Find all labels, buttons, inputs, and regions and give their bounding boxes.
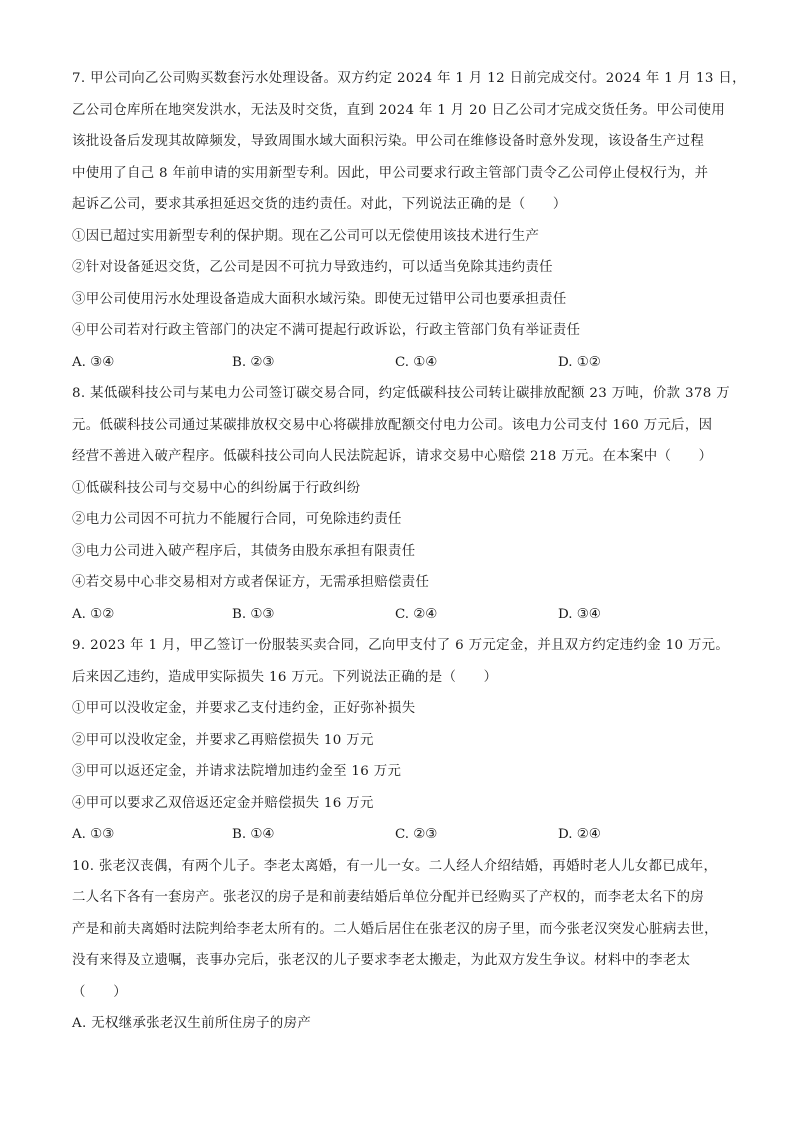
question-7-option-b: B. ②③	[232, 354, 275, 370]
question-7-stem-line-4: 中使用了自己 8 年前申请的实用新型专利。因此，甲公司要求行政主管部门责令乙公司停止侵权行为，并	[72, 165, 709, 181]
question-8-stem-line-3: 经营不善进入破产程序。低碳科技公司向人民法院起诉，请求交易中心赔偿 218 万元。在本案中（ ）	[72, 449, 713, 464]
question-8-option-c: C. ②④	[395, 606, 438, 622]
question-7-statement-4: ④甲公司若对行政主管部门的决定不满可提起行政诉讼，行政主管部门负有举证责任	[72, 323, 581, 338]
question-8-statement-1: ①低碳科技公司与交易中心的纠纷属于行政纠纷	[72, 480, 361, 496]
question-8-options	[72, 599, 722, 631]
question-10	[72, 851, 722, 1040]
question-10-stem-line-2: 二人名下各有一套房产。张老汉的房子是和前妻结婚后单位分配并已经购买了产权的，而李老太名下的房	[72, 890, 705, 905]
question-9-option-b: B. ①④	[232, 827, 275, 842]
question-7-option-a: A. ③④	[72, 354, 115, 370]
question-7-option-d: D. ①②	[558, 354, 601, 370]
question-9-option-a: A. ①③	[72, 827, 115, 842]
question-7-stem-line-5: 起诉乙公司，要求其承担延迟交货的违约责任。对此，下列说法正确的是（ ）	[72, 197, 567, 212]
question-9-statement-3: ③甲可以返还定金，并请求法院增加违约金至 16 万元	[72, 764, 402, 779]
question-9-statement-2: ②甲可以没收定金，并要求乙再赔偿损失 10 万元	[72, 732, 374, 748]
question-7-stem-line-2: 乙公司仓库所在地突发洪水，无法及时交货，直到 2024 年 1 月 20 日乙公司才完成交货任务。甲公司使用	[72, 102, 726, 118]
question-7-stem-line-3: 该批设备后发现其故障频发，导致周围水域大面积污染。甲公司在维修设备时意外发现，该设备生产过程	[72, 134, 705, 149]
question-8-option-d: D. ③④	[558, 606, 601, 622]
question-10-stem-line-3: 产是和前夫离婚时法院判给李老太所有的。二人婚后居住在张老汉的房子里，而今张老汉突发心脏病去世，	[72, 921, 718, 937]
question-9-option-c: C. ②③	[395, 827, 438, 842]
question-7-option-c: C. ①④	[395, 354, 438, 370]
question-10-stem-line-5: （ ）	[72, 984, 127, 1000]
question-8-stem-line-2: 元。低碳科技公司通过某碳排放权交易中心将碳排放配额交付电力公司。该电力公司支付 160 万元后，因	[72, 417, 713, 433]
question-10-option-a: A. 无权继承张老汉生前所住房子的房产	[72, 1016, 312, 1031]
question-8-stem-line-1: 8. 某低碳科技公司与某电力公司签订碳交易合同，约定低碳科技公司转让碳排放配额 23 万吨，价款 378 万	[72, 386, 730, 401]
question-8-option-a: A. ①②	[72, 606, 115, 622]
question-9	[72, 630, 730, 851]
question-9-stem-line-1: 9. 2023 年 1 月，甲乙签订一份服装买卖合同，乙向甲支付了 6 万元定金，并且双方约定违约金 10 万元。	[72, 638, 730, 653]
question-8-statement-2: ②电力公司因不可抗力不能履行合同，可免除违约责任	[72, 512, 402, 527]
question-8-option-b: B. ①③	[232, 606, 275, 622]
question-7-options	[72, 347, 722, 379]
question-9-option-d: D. ②④	[558, 827, 601, 842]
question-7-statement-3: ③甲公司使用污水处理设备造成大面积水域污染。即使无过错甲公司也要承担责任	[72, 291, 567, 307]
question-10-stem-line-4: 没有来得及立遗嘱，丧事办完后，张老汉的儿子要求李老太搬走，为此双方发生争议。材料中的李老太	[72, 953, 691, 968]
exam-page	[72, 63, 746, 1040]
question-7	[72, 63, 746, 378]
question-9-options	[72, 819, 722, 851]
question-7-stem-line-1: 7. 甲公司向乙公司购买数套污水处理设备。双方约定 2024 年 1 月 12 日前完成交付。2024 年 1 月 13 日，	[72, 71, 746, 86]
question-10-stem-line-1: 10. 张老汉丧偶，有两个儿子。李老太离婚，有一儿一女。二人经人介绍结婚，再婚时老人儿女都已成年，	[72, 858, 718, 874]
question-9-stem-line-2: 后来因乙违约，造成甲实际损失 16 万元。下列说法正确的是（ ）	[72, 669, 498, 685]
question-8	[72, 378, 730, 630]
question-9-statement-1: ①甲可以没收定金，并要求乙支付违约金，正好弥补损失	[72, 701, 416, 716]
question-8-statement-3: ③电力公司进入破产程序后，其债务由股东承担有限责任	[72, 543, 416, 559]
question-7-statement-2: ②针对设备延迟交货，乙公司是因不可抗力导致违约，可以适当免除其违约责任	[72, 260, 553, 275]
question-8-statement-4: ④若交易中心非交易相对方或者保证方，无需承担赔偿责任	[72, 575, 430, 590]
question-7-statement-1: ①因已超过实用新型专利的保护期。现在乙公司可以无偿使用该技术进行生产	[72, 228, 540, 244]
question-9-statement-4: ④甲可以要求乙双倍返还定金并赔偿损失 16 万元	[72, 795, 374, 811]
